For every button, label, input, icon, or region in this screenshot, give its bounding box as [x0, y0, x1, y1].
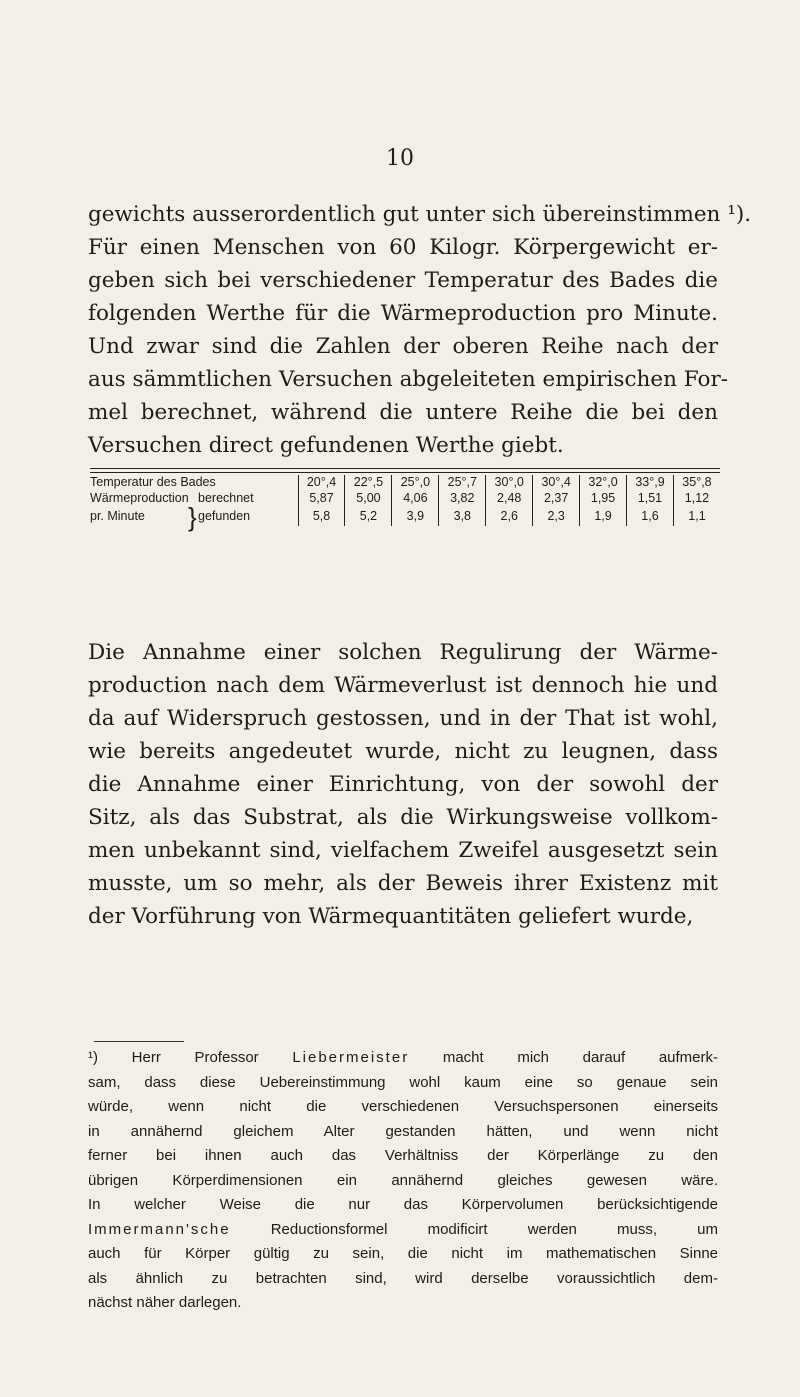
- page-number: 10: [386, 146, 414, 171]
- footnote-marker: ¹): [88, 1049, 98, 1066]
- footnote-line: in annähernd gleichem Alter gestanden hätten, und wenn nicht: [88, 1122, 718, 1140]
- row-label-main-line: pr. Minute: [90, 509, 145, 523]
- text-line: geben sich bei verschiedener Temperatur des Bades die: [88, 268, 718, 293]
- table-top-rule: [90, 472, 720, 473]
- footnote-text: macht mich darauf aufmerk-: [442, 1049, 719, 1066]
- text-line: folgenden Werthe für die Wärmeproduction pro Minute.: [88, 301, 718, 326]
- paragraph-intro: [88, 198, 752, 462]
- text-line: gewichts ausserordentlich gut unter sich übereinstimmen ¹).: [88, 202, 752, 227]
- text-line: Sitz, als das Substrat, als die Wirkungsweise vollkom-: [88, 805, 718, 830]
- brace-icon: }: [188, 501, 197, 532]
- table-top-rule: [90, 468, 720, 469]
- footnote-line: nächst näher darlegen.: [88, 1294, 242, 1311]
- temperature-cell: 30°,0: [486, 475, 533, 489]
- value-cell: 1,12 1,1: [673, 489, 720, 526]
- temperature-cell: 25°,7: [439, 475, 486, 489]
- temperature-cell: 20°,4: [298, 475, 345, 489]
- row-label-sub: gefunden: [198, 509, 251, 523]
- temperature-cell: 22°,5: [345, 475, 392, 489]
- text-line: Und zwar sind die Zahlen der oberen Reihe nach der: [88, 334, 718, 359]
- footnote-line: übrigen Körperdimensionen ein annähernd gleiches gewesen wäre.: [88, 1171, 718, 1189]
- text-line: da auf Widerspruch gestossen, und in der That ist wohl,: [88, 706, 718, 731]
- value-cell: 4,06 3,9: [392, 489, 439, 526]
- footnote-line: [88, 1046, 718, 1071]
- text-line: die Annahme einer Einrichtung, von der sowohl der: [88, 772, 718, 797]
- text-line: musste, um so mehr, als der Beweis ihrer Existenz mit: [88, 871, 718, 896]
- text-line: aus sämmtlichen Versuchen abgeleiteten empirischen For-: [88, 367, 728, 392]
- temperature-cell: 30°,4: [533, 475, 580, 489]
- text-line: Für einen Menschen von 60 Kilogr. Körpergewicht er-: [88, 235, 718, 260]
- table-row-temperature: [90, 475, 720, 489]
- author-name: Liebermeister: [292, 1049, 410, 1066]
- text-line: Die Annahme einer solchen Regulirung der Wärme-: [88, 640, 718, 665]
- value-cell: 2,48 2,6: [486, 489, 533, 526]
- value-cell: 3,82 3,8: [439, 489, 486, 526]
- footnote-line: auch für Körper gültig zu sein, die nicht im mathematischen Sinne: [88, 1245, 718, 1262]
- row-label-subs: [198, 489, 254, 525]
- footnote-line: [88, 1218, 718, 1243]
- text-line: mel berechnet, während die untere Reihe die bei den: [88, 400, 718, 425]
- text-line: production nach dem Wärmeverlust ist dennoch hie und: [88, 673, 718, 698]
- row-label-main: [90, 489, 188, 525]
- row-label: [90, 489, 298, 532]
- data-table: [90, 475, 720, 532]
- value-cell: 1,51 1,6: [627, 489, 674, 526]
- row-label-sub: berechnet: [198, 491, 254, 505]
- footnote-line: In welcher Weise die nur das Körpervolumen berücksichtigende: [88, 1196, 718, 1213]
- footnote-text: Herr Professor: [131, 1049, 259, 1066]
- temperature-cell: 32°,0: [580, 475, 627, 489]
- header-label: Temperatur des Bades: [90, 475, 216, 489]
- text-line: Versuchen direct gefundenen Werthe giebt.: [88, 433, 564, 458]
- author-name: Immermann'sche: [88, 1220, 231, 1238]
- table-row-values: [90, 489, 720, 526]
- temperature-cell: 33°,9: [627, 475, 674, 489]
- footnote-line: sam, dass diese Uebereinstimmung wohl kaum eine so genaue sein: [88, 1073, 718, 1091]
- row-label-main-line: Wärmeproduction: [90, 491, 189, 505]
- value-cell: 5,00 5,2: [345, 489, 392, 526]
- footnote-rule: [94, 1041, 184, 1042]
- heat-production-table: [90, 468, 720, 532]
- temperature-cell: 25°,0: [392, 475, 439, 489]
- footnote-line: ferner bei ihnen auch das Verhältniss der Körperlänge zu den: [88, 1147, 718, 1164]
- value-cell: 2,37 2,3: [533, 489, 580, 526]
- value-cell: 1,95 1,9: [580, 489, 627, 526]
- text-line: der Vorführung von Wärmequantitäten geliefert wurde,: [88, 904, 694, 929]
- temperature-cell: 35°,8: [673, 475, 720, 489]
- paragraph-main: [88, 636, 718, 933]
- footnote-line: als ähnlich zu betrachten sind, wird derselbe voraussichtlich dem-: [88, 1269, 718, 1287]
- value-cell: 5,87 5,8: [298, 489, 345, 526]
- text-line: men unbekannt sind, vielfachem Zweifel ausgesetzt sein: [88, 838, 718, 863]
- footnote: [88, 1046, 718, 1316]
- text-line: wie bereits angedeutet wurde, nicht zu leugnen, dass: [88, 739, 718, 764]
- footnote-line: würde, wenn nicht die verschiedenen Versuchspersonen einerseits: [88, 1098, 718, 1115]
- footnote-text: Reductionsformel modificirt werden muss, um: [270, 1220, 719, 1238]
